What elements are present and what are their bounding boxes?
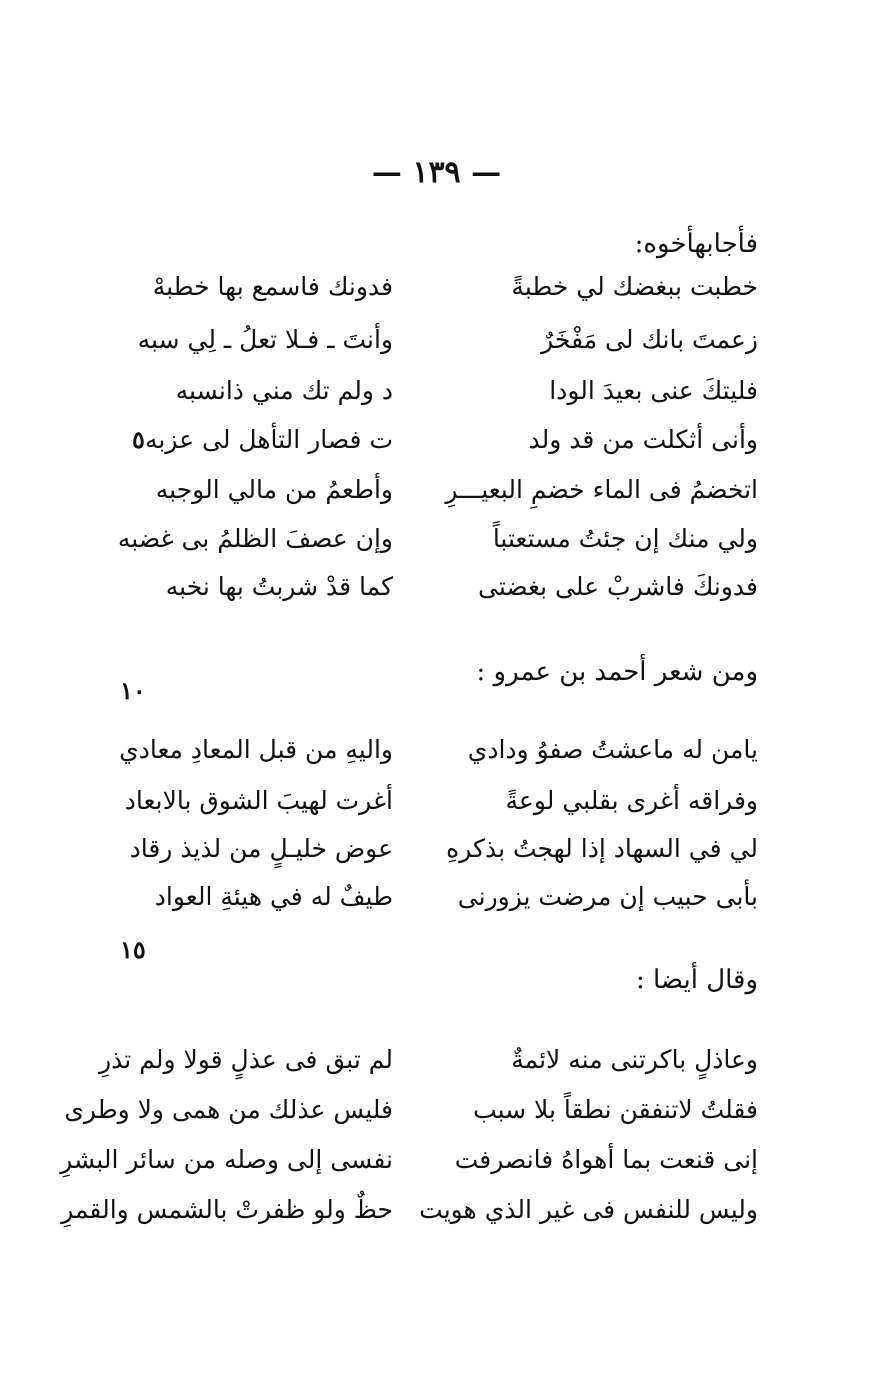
verse-second-hemistich: أغرت لهيبَ الشوق بالابعاد: [124, 786, 393, 815]
verse-second-hemistich: ت فصار التأهل لى عزبه: [144, 425, 393, 454]
verse-first-hemistich: وليس للنفس فى غير الذي هويت: [419, 1195, 758, 1224]
verse-first-hemistich: وفراقه أغرى بقلبي لوعةً: [505, 786, 758, 815]
verse-first-hemistich: وأنى أثكلت من قد ولد: [528, 425, 758, 454]
verse-first-hemistich: إنى قنعت بما أهواهُ فانصرفت: [454, 1145, 758, 1174]
verse-second-hemistich: فليس عذلك من همى ولا وطرى: [64, 1095, 393, 1124]
verse-second-hemistich: وأنتَ ـ فـلا تعلُ ـ لِي سبه: [137, 325, 393, 354]
verse-second-hemistich: لم تبق فى عذلٍ قولا ولم تذرِ: [99, 1045, 393, 1074]
verse-first-hemistich: فقلتُ لاتنفقن نطقاً بلا سبب: [473, 1095, 758, 1124]
verse-first-hemistich: وعاذلٍ باكرتنى منه لائمةٌ: [511, 1045, 758, 1074]
verse-first-hemistich: فليتكَ عنى بعيدَ الودا: [549, 376, 758, 405]
verse-second-hemistich: د ولم تك مني ذانسبه: [175, 376, 393, 405]
verse-second-hemistich: واليهِ من قبل المعادِ معادي: [119, 735, 393, 764]
verse-first-hemistich: زعمتَ بانك لى مَفْخَرٌ: [541, 325, 758, 354]
verse-second-hemistich: وإن عصفَ الظلمُ بى غضبه: [117, 524, 393, 553]
verse-first-hemistich: ولي منك إن جئتُ مستعتباً: [492, 524, 758, 553]
section-intro-ahmad: ومن شعر أحمد بن عمرو :: [476, 657, 758, 687]
verse-first-hemistich: فدونكَ فاشربْ على بغضتى: [478, 572, 758, 601]
verse-second-hemistich: وأطعمُ من مالي الوجبه: [155, 475, 393, 504]
section-intro-also: وقال أيضا :: [635, 965, 758, 995]
margin-line-number: ٥: [132, 425, 145, 454]
verse-first-hemistich: بأبى حبيب إن مرضت يزورنى: [457, 882, 758, 911]
verse-second-hemistich: طيفٌ له في هيئةِ العواد: [154, 882, 393, 911]
margin-line-number: ١٠: [120, 676, 146, 705]
verse-second-hemistich: عوض خليـلٍ من لذيذ رقاد: [129, 834, 393, 863]
page-number: — ١٣٩ —: [371, 155, 502, 190]
section-intro-reply: فأجابهأخوه:: [634, 229, 758, 259]
verse-second-hemistich: كما قدْ شربتُ بها نخبه: [165, 572, 393, 601]
margin-line-number: ١٥: [120, 935, 146, 964]
verse-first-hemistich: لي في السهاد إذا لهجتُ بذكرهِ: [446, 834, 758, 863]
verse-first-hemistich: خطبت ببغضك لي خطبةً: [511, 272, 758, 301]
verse-first-hemistich: اتخضمُ فى الماء خضمِ البعيـــرِ: [445, 475, 758, 504]
verse-second-hemistich: فدونك فاسمع بها خطبهْ: [152, 272, 393, 301]
verse-second-hemistich: نفسى إلى وصله من سائر البشرِ: [60, 1145, 393, 1174]
verse-second-hemistich: حظٌ ولو ظفرتْ بالشمس والقمرِ: [61, 1195, 393, 1224]
verse-first-hemistich: يامن له ماعشتُ صفوُ ودادي: [467, 735, 758, 764]
